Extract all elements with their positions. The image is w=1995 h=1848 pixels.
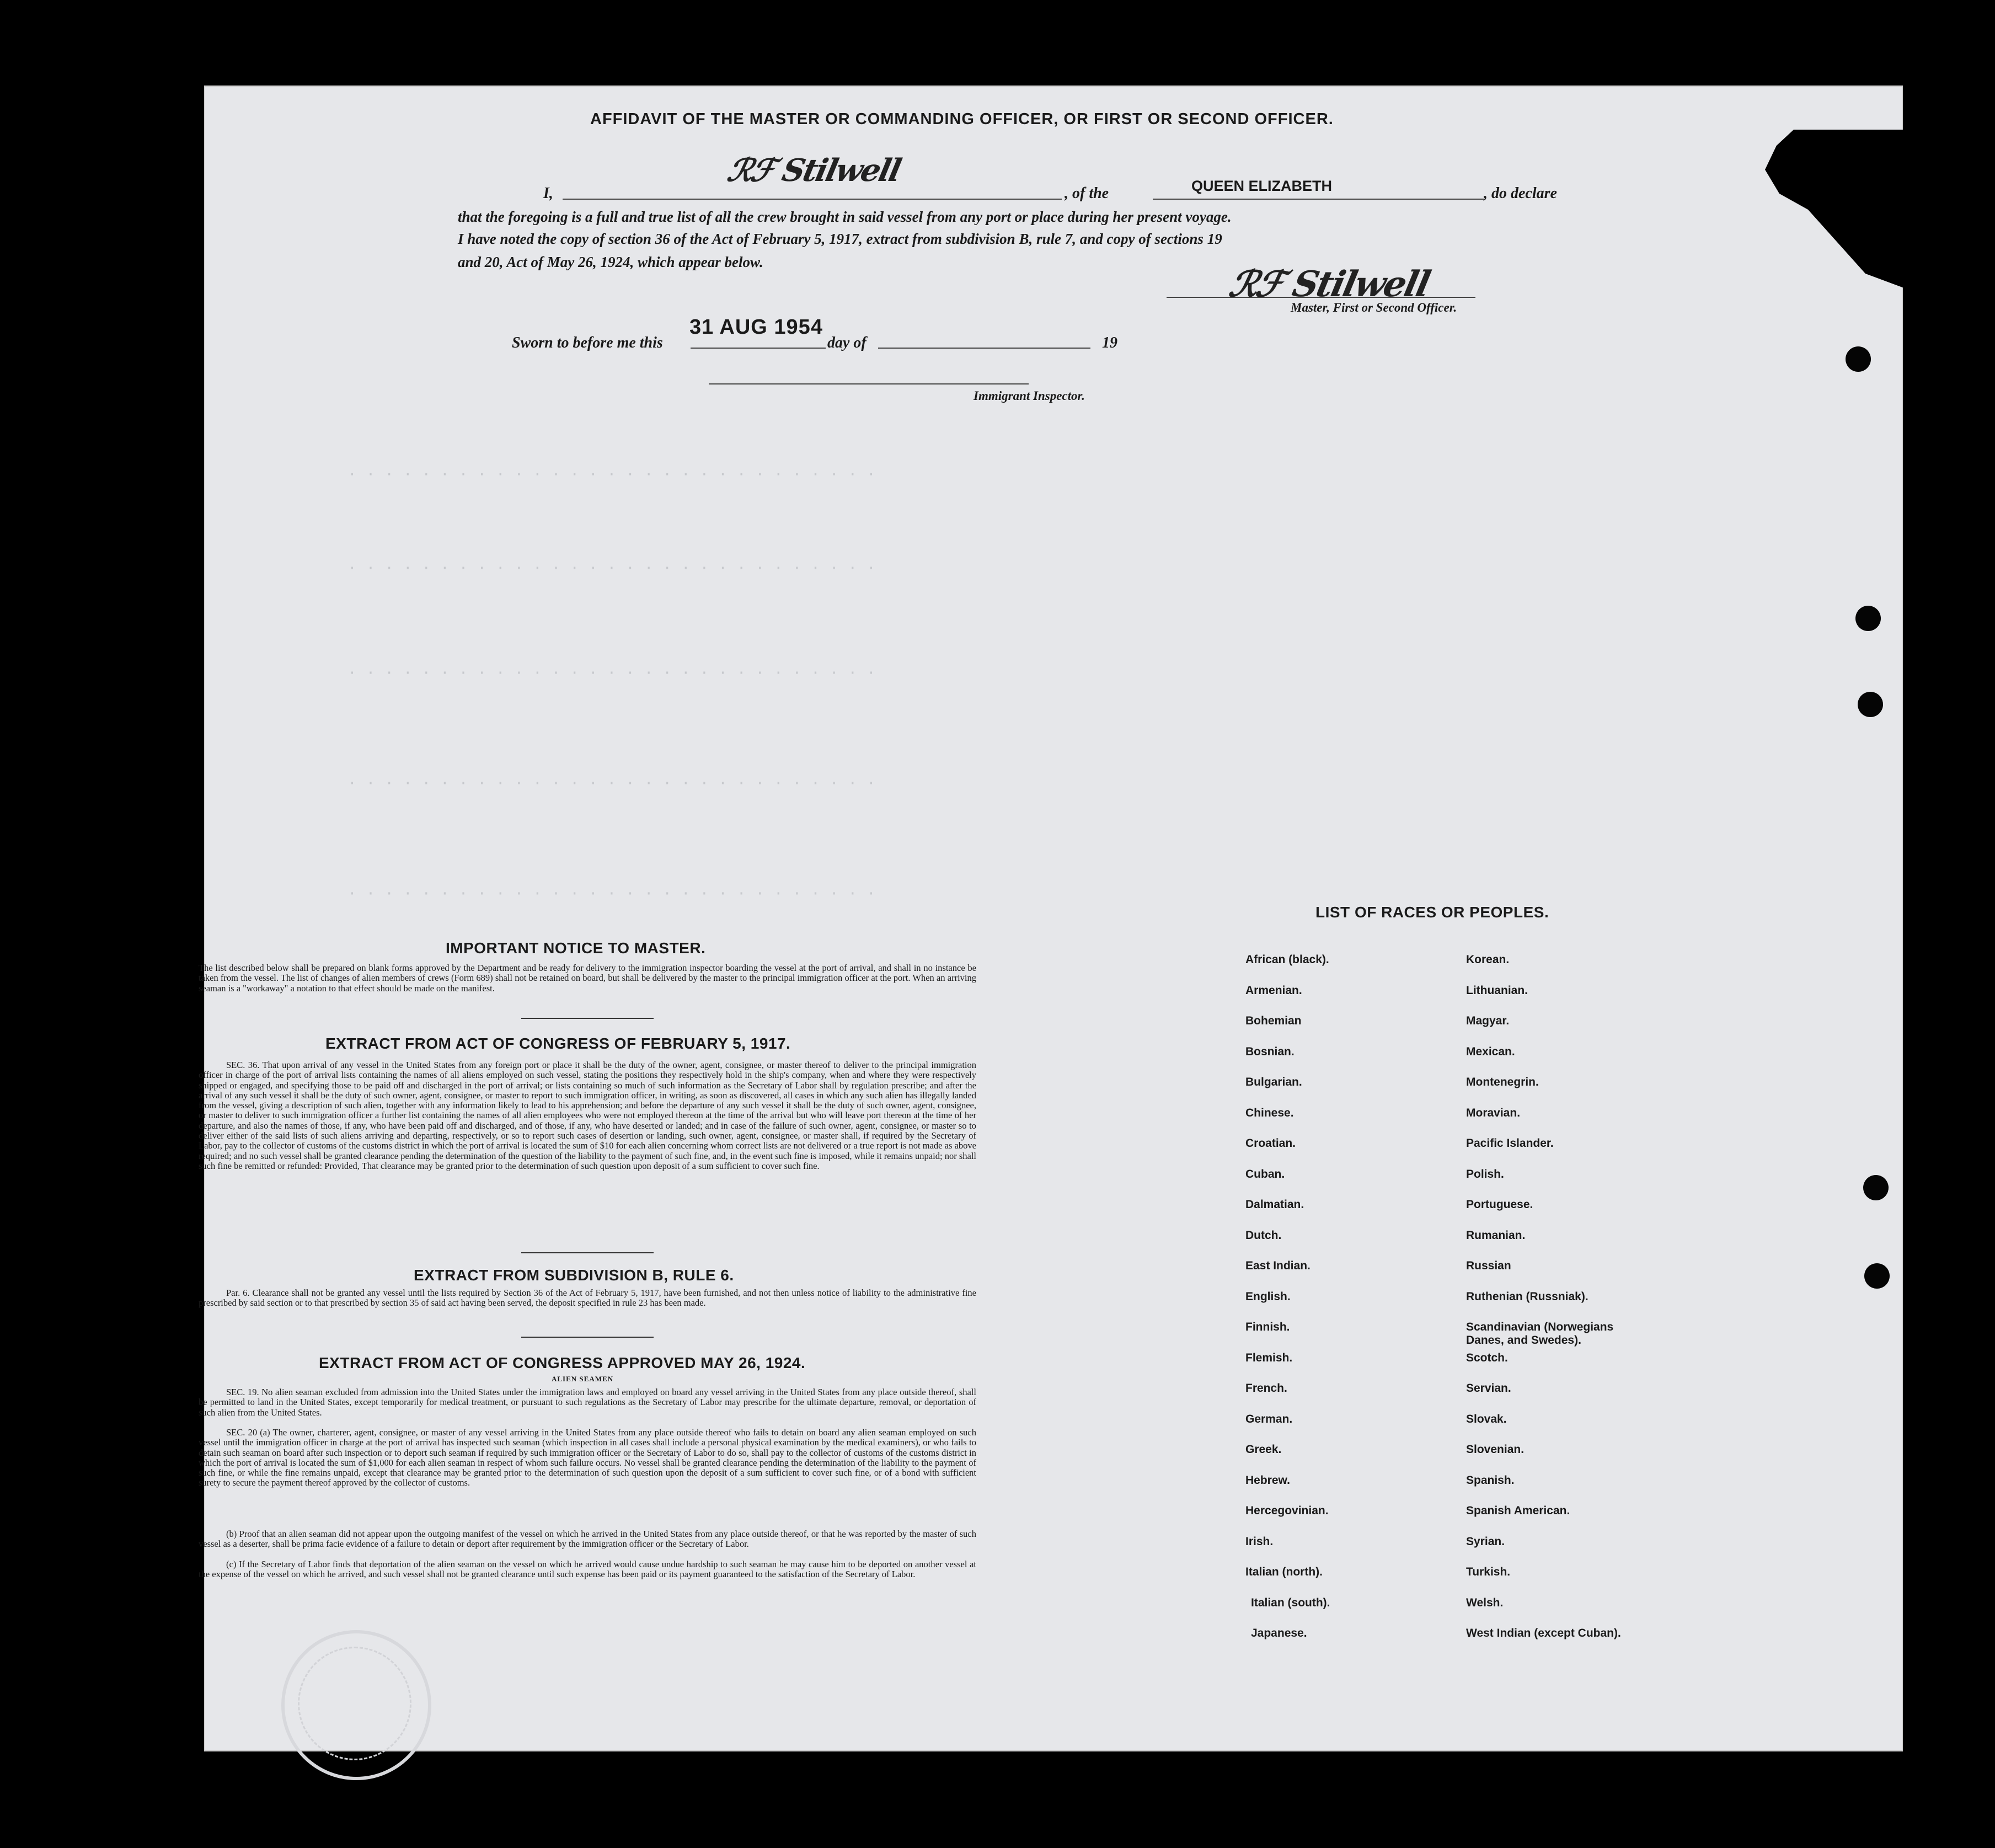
affidavit-line-2: that the foregoing is a full and true list of all the crew brought in said vessel from any port or place during her present voyage. [458, 209, 1232, 225]
race-item: West Indian (except Cuban). [1466, 1627, 1621, 1639]
races-title: LIST OF RACES OR PEOPLES. [1315, 904, 1549, 921]
extract-1917-title: EXTRACT FROM ACT OF CONGRESS OF FEBRUARY 5, 1917. [325, 1035, 791, 1052]
extract-1917-body: SEC. 36. That upon arrival of any vessel in the United States from any foreign port or place it shall be the duty of the owner, agent, consignee, or master thereof to deliver to the principal immigration officer in charge of the port of arrival lists containing the names of all aliens employed on such vessel, stating the positions they respectively hold in the ship's company, when and where they were respectively shipped or engaged, and specifying those to be paid off and discharged in the port of arrival; or lists containing so much of such information as the Secretary of Labor shall by regulation prescribe; and after the arrival of any such vessel it shall be the duty of such owner, agent, consignee, or master to report to such immigration officer, in writing, as soon as discovered, all cases in which any such alien has illegally landed from the vessel, giving a description of such alien, together with any information likely to lead to his apprehension; and before the departure of any such vessel it shall be the duty of such owner, agent, consignee, or master to deliver to such immigration officer a further list containing the names of all alien employees who were not employed thereon at the time of the arrival but who will leave port thereon at the time of her departure, and also the names of those, if any, who have been paid off and discharged, and of those, if any, who have deserted or landed; and in case of the failure of such owner, agent, consignee, or master so to deliver either of the said lists of such aliens arriving and departing, respectively, or so to report such cases of desertion or landing, such owner, agent, consignee, or master shall, if required by the Secretary of Labor, pay to the collector of customs of the customs district in which the port of arrival is located the sum of $10 for each alien concerning whom correct lists are not delivered or a true report is not made as above required; and no such vessel shall be granted clearance pending the determination of the question of the liability to the payment of such fine, and, in the event such fine is imposed, while it remains unpaid; nor shall such fine be remitted or refunded: Provided, That clearance may be granted prior to the determination of such question upon deposit of a sum sufficient to cover such fine. [199, 1060, 976, 1171]
race-item: Welsh. [1466, 1596, 1504, 1609]
race-item: Greek. [1245, 1443, 1282, 1456]
race-item: Korean. [1466, 953, 1510, 966]
race-item: German. [1245, 1412, 1293, 1425]
divider [521, 1252, 654, 1253]
punch-hole [1858, 692, 1883, 717]
extract-1924-sec20c: (c) If the Secretary of Labor finds that deportation of the alien seaman on the vessel on which he arrived would cause undue hardship to such seaman he may cause him to be deported on another vessel at the expense of the vessel on which he arrived, and such vessel shall not be granted clearance until such expense has been paid or its payment guaranteed to the satisfaction of the Secretary of Labor. [199, 1559, 976, 1580]
race-item: Montenegrin. [1466, 1076, 1539, 1088]
name-underline [563, 199, 1062, 200]
sworn-day-of: day of [827, 334, 867, 351]
extract-1924-sec20b: (b) Proof that an alien seaman did not appear upon the outgoing manifest of the vessel on which he arrived in the United States from any place outside thereof, or that he was reported by the master of such vessel as a deserter, shall be prima facie evidence of a failure to detain or deport after requirement by the immigration officer or the Secretary of Labor. [199, 1529, 976, 1550]
affidavit-line-3: I have noted the copy of section 36 of the Act of February 5, 1917, extract from subdivision B, rule 7, and copy of sections 19 [458, 231, 1222, 247]
race-item: Portuguese. [1466, 1198, 1533, 1211]
race-item: Russian [1466, 1259, 1511, 1272]
divider [521, 1018, 654, 1019]
rule-6-body: Par. 6. Clearance shall not be granted any vessel until the lists required by Section 36 of the Act of February 5, 1917, have been furnished, and not then unless notice of liability to the administrative fine prescribed by said section or to that prescribed by section 35 of said act having been served, the deposit specified in rule 23 has been made. [199, 1288, 976, 1308]
sworn-prefix: Sworn to before me this [512, 334, 663, 351]
race-item: Ruthenian (Russniak). [1466, 1290, 1588, 1303]
extract-1924-sec20a: SEC. 20 (a) The owner, charterer, agent, consignee, or master of any vessel arriving in the United States from any place outside thereof who fails to detain on board any alien seaman employed on such vessel until the immigration officer in charge at the port of arrival has inspected such seaman (which inspection in all cases shall include a personal physical examination by the medical examiners), or who fails to detain such seaman on board after such inspection or to deport such seaman if required by such immigration officer or the Secretary of Labor to do so, shall pay to the collector of customs of the customs district in which the port of arrival is located the sum of $1,000 for each alien seaman in respect of whom such failure occurs. No vessel shall be granted clearance pending the determination of the liability to the payment of such fine, or while the fine remains unpaid, except that clearance may be granted prior to the determination of such question upon the deposit of a sum sufficient to cover such fine, or of a bond with sufficient surety to secure the payment thereof approved by the collector of customs. [199, 1427, 976, 1488]
punch-hole [1855, 606, 1881, 631]
officer-signature: ℛℱ Stilwell [1226, 264, 1433, 305]
bleed-through-text: · · · · · · · · · · · · · · · · · · · · · · · · · · · · · [347, 775, 876, 792]
sworn-day-underline [691, 348, 826, 349]
bleed-through-text: · · · · · · · · · · · · · · · · · · · · · · · · · · · · · [347, 560, 876, 577]
race-item: Dalmatian. [1245, 1198, 1304, 1211]
race-item: Croatian. [1245, 1137, 1296, 1150]
race-item: Italian (north). [1245, 1566, 1323, 1578]
extract-1924-title: EXTRACT FROM ACT OF CONGRESS APPROVED MAY 26, 1924. [319, 1354, 806, 1371]
race-item: Scotch. [1466, 1351, 1508, 1364]
notice-body: The list described below shall be prepared on blank forms approved by the Department and be ready for delivery to the immigration inspector boarding the vessel at the port of arrival, and shall in no instance be taken from the vessel. The list of changes of alien members of crews (Form 689) shall not be retained on board, but shall be delivered by the master to the principal immigration officer at the port. When an arriving seaman is a "workaway" a notation to that effect should be made on the manifest. [199, 963, 976, 994]
race-item: Rumanian. [1466, 1229, 1526, 1242]
document-page [204, 86, 1903, 1751]
race-item: Scandinavian (Norwegians Danes, and Swedes). [1466, 1321, 1614, 1347]
race-item: East Indian. [1245, 1259, 1311, 1272]
alien-seamen-subtitle: ALIEN SEAMEN [552, 1375, 614, 1383]
race-item: Magyar. [1466, 1014, 1510, 1027]
race-item: Dutch. [1245, 1229, 1282, 1242]
punch-hole [1846, 346, 1871, 372]
race-item: Japanese. [1251, 1627, 1307, 1639]
notice-title: IMPORTANT NOTICE TO MASTER. [446, 939, 706, 957]
race-item: Turkish. [1466, 1566, 1511, 1578]
race-item: Pacific Islander. [1466, 1137, 1554, 1150]
affidavit-i: I, [543, 185, 553, 202]
race-item: English. [1245, 1290, 1291, 1303]
divider [521, 1337, 654, 1338]
race-item: Servian. [1466, 1382, 1511, 1395]
race-item: Finnish. [1245, 1321, 1290, 1333]
punch-hole [1864, 1263, 1890, 1289]
race-item: Armenian. [1245, 984, 1302, 997]
race-item: Bosnian. [1245, 1045, 1295, 1058]
race-item: Irish. [1245, 1535, 1274, 1548]
race-item: Spanish. [1466, 1473, 1515, 1487]
race-item: Syrian. [1466, 1535, 1505, 1548]
sworn-year: 19 [1102, 334, 1117, 351]
vessel-underline [1153, 199, 1484, 200]
extract-1924-sec19: SEC. 19. No alien seaman excluded from admission into the United States under the immigration laws and employed on board any vessel arriving in the United States from any place outside thereof, shall be permitted to land in the United States, except temporarily for medical treatment, or pursuant to such regulations as the Secretary of Labor may prescribe for the ultimate departure, removal, or deportation of such alien from the United States. [199, 1387, 976, 1418]
bleed-through-text: · · · · · · · · · · · · · · · · · · · · · · · · · · · · · [347, 885, 876, 902]
affidavit-declare: , do declare [1484, 185, 1557, 202]
inspector-caption: Immigrant Inspector. [974, 389, 1085, 403]
race-item: Mexican. [1466, 1045, 1515, 1058]
race-item: Spanish American. [1466, 1504, 1570, 1517]
bleed-through-text: · · · · · · · · · · · · · · · · · · · · · · · · · · · · · [347, 665, 876, 682]
race-item: Slovenian. [1466, 1443, 1525, 1456]
race-item: Hercegovinian. [1245, 1504, 1329, 1517]
race-item: Cuban. [1245, 1167, 1285, 1181]
race-item: Polish. [1466, 1167, 1504, 1181]
race-item: Lithuanian. [1466, 984, 1528, 997]
race-item: Bohemian [1245, 1014, 1302, 1027]
punch-hole [1863, 1175, 1889, 1200]
vessel-name-stamp: QUEEN ELIZABETH [1191, 178, 1333, 194]
race-item: Slovak. [1466, 1412, 1507, 1425]
signature-caption: Master, First or Second Officer. [1291, 301, 1457, 314]
race-item: African (black). [1245, 953, 1329, 966]
month-underline [878, 348, 1090, 349]
inspector-underline [709, 383, 1029, 384]
race-item: Italian (south). [1251, 1596, 1330, 1609]
master-signature: ℛℱ Stilwell [724, 152, 903, 189]
affidavit-title: AFFIDAVIT OF THE MASTER OR COMMANDING OFFICER, OR FIRST OR SECOND OFFICER. [590, 110, 1334, 128]
race-item: Chinese. [1245, 1106, 1294, 1119]
embossed-seal-inner [298, 1647, 411, 1760]
race-item: Hebrew. [1245, 1473, 1290, 1487]
race-item: French. [1245, 1382, 1287, 1395]
race-item: Flemish. [1245, 1351, 1293, 1364]
race-item: Bulgarian. [1245, 1076, 1302, 1088]
date-stamp: 31 AUG 1954 [689, 316, 823, 339]
bleed-through-text: · · · · · · · · · · · · · · · · · · · · · · · · · · · · · [347, 466, 876, 483]
race-item: Moravian. [1466, 1106, 1521, 1119]
rule-6-title: EXTRACT FROM SUBDIVISION B, RULE 6. [414, 1267, 734, 1284]
affidavit-of-the: , of the [1065, 185, 1109, 202]
affidavit-line-4: and 20, Act of May 26, 1924, which appear below. [458, 254, 763, 270]
